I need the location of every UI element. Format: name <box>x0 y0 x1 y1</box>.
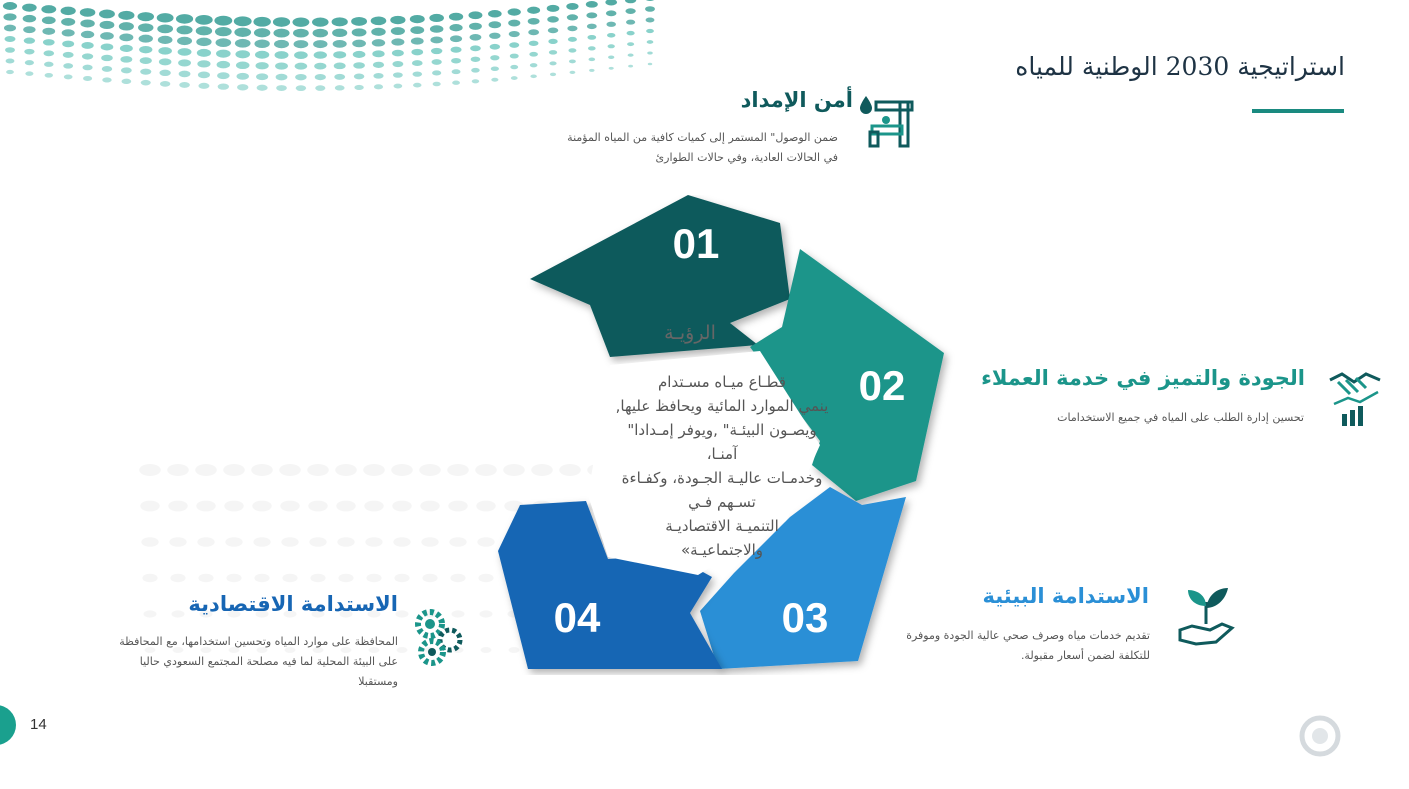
page-number: 14 <box>30 716 47 733</box>
plant-hand-icon <box>1176 584 1236 650</box>
vision-title: الرؤيـة <box>664 322 716 344</box>
pillar-3-title: الاستدامة البيئية <box>982 584 1149 608</box>
title-underline <box>1252 109 1344 113</box>
pillar-4-number: 04 <box>553 594 601 641</box>
pillar-2-description: تحسين إدارة الطلب على المياه في جميع الاستخدامات <box>1057 411 1304 424</box>
logo-circle-icon <box>1296 712 1344 760</box>
pillar-1-title: أمن الإمداد <box>740 88 853 112</box>
slide-title: استراتيجية 2030 الوطنية للمياه <box>1015 52 1345 81</box>
pillar-4-title: الاستدامة الاقتصادية <box>188 592 398 616</box>
pillar-3-number: 03 <box>781 594 829 641</box>
pillar-4-description: المحافظة على موارد المياه وتحسين استخدامها، مع المحافظة على البيئة المحلية لما فيه مصلحة المجتمع السعودي حاليا ومستقبلا <box>119 635 398 688</box>
pillar-3-description: تقديم خدمات مياه وصرف صحي عالية الجودة وموفرة للتكلفة لضمن أسعار مقبولة. <box>906 629 1150 662</box>
pillar-1-description: ضمن الوصول" المستمر إلى كميات كافية من المياه المؤمنة في الحالات العادية، وفي حالات الطوارئ <box>567 131 838 164</box>
gears-icon <box>410 606 468 668</box>
pillar-2-number: 02 <box>858 362 906 409</box>
pillar-1-number: 01 <box>672 220 720 267</box>
vision-text: قطـاع ميـاه مسـتدام ينمي الموارد المائية ويحافظ عليها, ويصـون البيئـة" ,ويوفر إمـدادا" آمنـا، وخدمـات عاليـة الجـودة، وكفـاءة تسـهم فـي التنميـة الاقتصاديـة والاجتماعيـة» <box>615 373 829 559</box>
handshake-growth-icon <box>1326 364 1384 428</box>
pillar-2-title: الجودة والتميز في خدمة العملاء <box>981 366 1305 390</box>
water-pipe-icon <box>856 92 918 154</box>
